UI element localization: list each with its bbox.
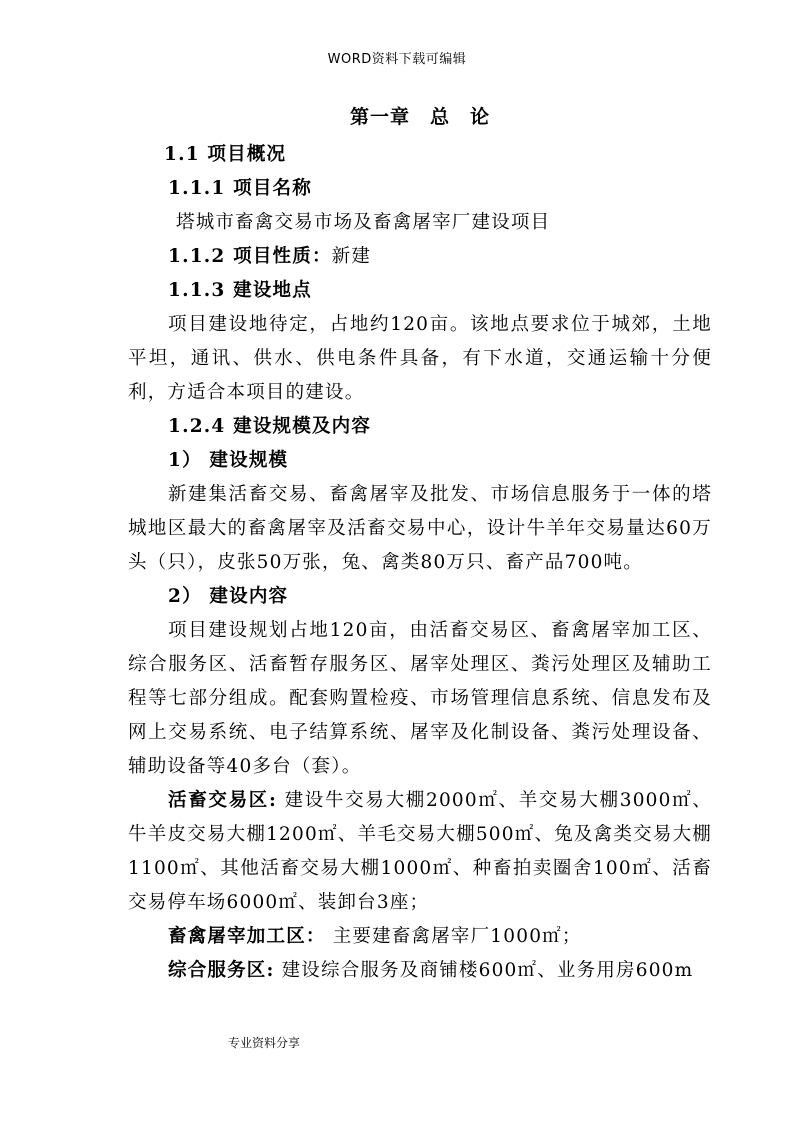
livestock-trading-text: 建设牛交易大棚2000㎡、羊交易大棚3000㎡、牛羊皮交易大棚1200㎡、羊毛交易大棚500㎡、兔及禽类交易大棚1100㎡、其他活畜交易大棚1000㎡、种畜拍卖圈舍100㎡、活畜交易停车场6000㎡、装卸台3座； <box>128 790 712 913</box>
location-paragraph: 项目建设地待定，占地约120亩。该地点要求位于城郊，土地平坦，通讯、供水、供电条件具备，有下水道，交通运输十分便利，方适合本项目的建设。 <box>128 314 712 403</box>
section-heading-1-1: 1.1 项目概况 <box>164 144 287 165</box>
project-nature-value: 新建 <box>331 246 372 267</box>
livestock-trading-paragraph <box>128 784 712 920</box>
scale-paragraph: 新建集活畜交易、畜禽屠宰及批发、市场信息服务于一体的塔城地区最大的畜禽屠宰及活畜交易中心，设计牛羊年交易量达60万头（只），皮张50万张，兔、禽类80万只、畜产品700吨。 <box>128 484 712 573</box>
project-name: 塔城市畜禽交易市场及畜禽屠宰厂建设项目 <box>176 212 551 233</box>
content-paragraph: 项目建设规划占地120亩，由活畜交易区、畜禽屠宰加工区、综合服务区、活畜暂存服务区、屠宰处理区、粪污处理区及辅助工程等七部分组成。配套购置检疫、市场管理信息系统、信息发布及网上交易系统、电子结算系统、屠宰及化制设备、粪污处理设备、辅助设备等40多台（套）。 <box>128 620 712 777</box>
slaughter-text: 主要建畜禽屠宰厂1000㎡； <box>325 926 582 947</box>
service-text: 建设综合服务及商铺楼600㎡、业务用房600m <box>274 960 694 981</box>
scale-heading: 1） 建设规模 <box>168 450 289 471</box>
section-heading-1-1-3: 1.1.3 建设地点 <box>168 280 312 301</box>
page-header: WORD资料下载可编辑 <box>327 52 467 67</box>
content-heading: 2） 建设内容 <box>168 586 289 607</box>
livestock-trading-label: 活畜交易区: <box>168 790 278 811</box>
document-body <box>128 100 712 988</box>
service-label: 综合服务区: <box>168 960 275 981</box>
chapter-title: 第一章 总 论 <box>349 106 490 128</box>
slaughter-paragraph <box>128 920 712 954</box>
service-paragraph <box>128 954 712 988</box>
section-heading-1-2-4: 1.2.4 建设规模及内容 <box>168 416 372 437</box>
page-footer: 专业资料分享 <box>228 1036 301 1050</box>
section-heading-1-1-1: 1.1.1 项目名称 <box>168 178 312 199</box>
section-heading-1-1-2 <box>128 240 712 274</box>
project-nature-label: 1.1.2 项目性质： <box>168 246 332 267</box>
slaughter-label: 畜禽屠宰加工区： <box>168 926 326 947</box>
